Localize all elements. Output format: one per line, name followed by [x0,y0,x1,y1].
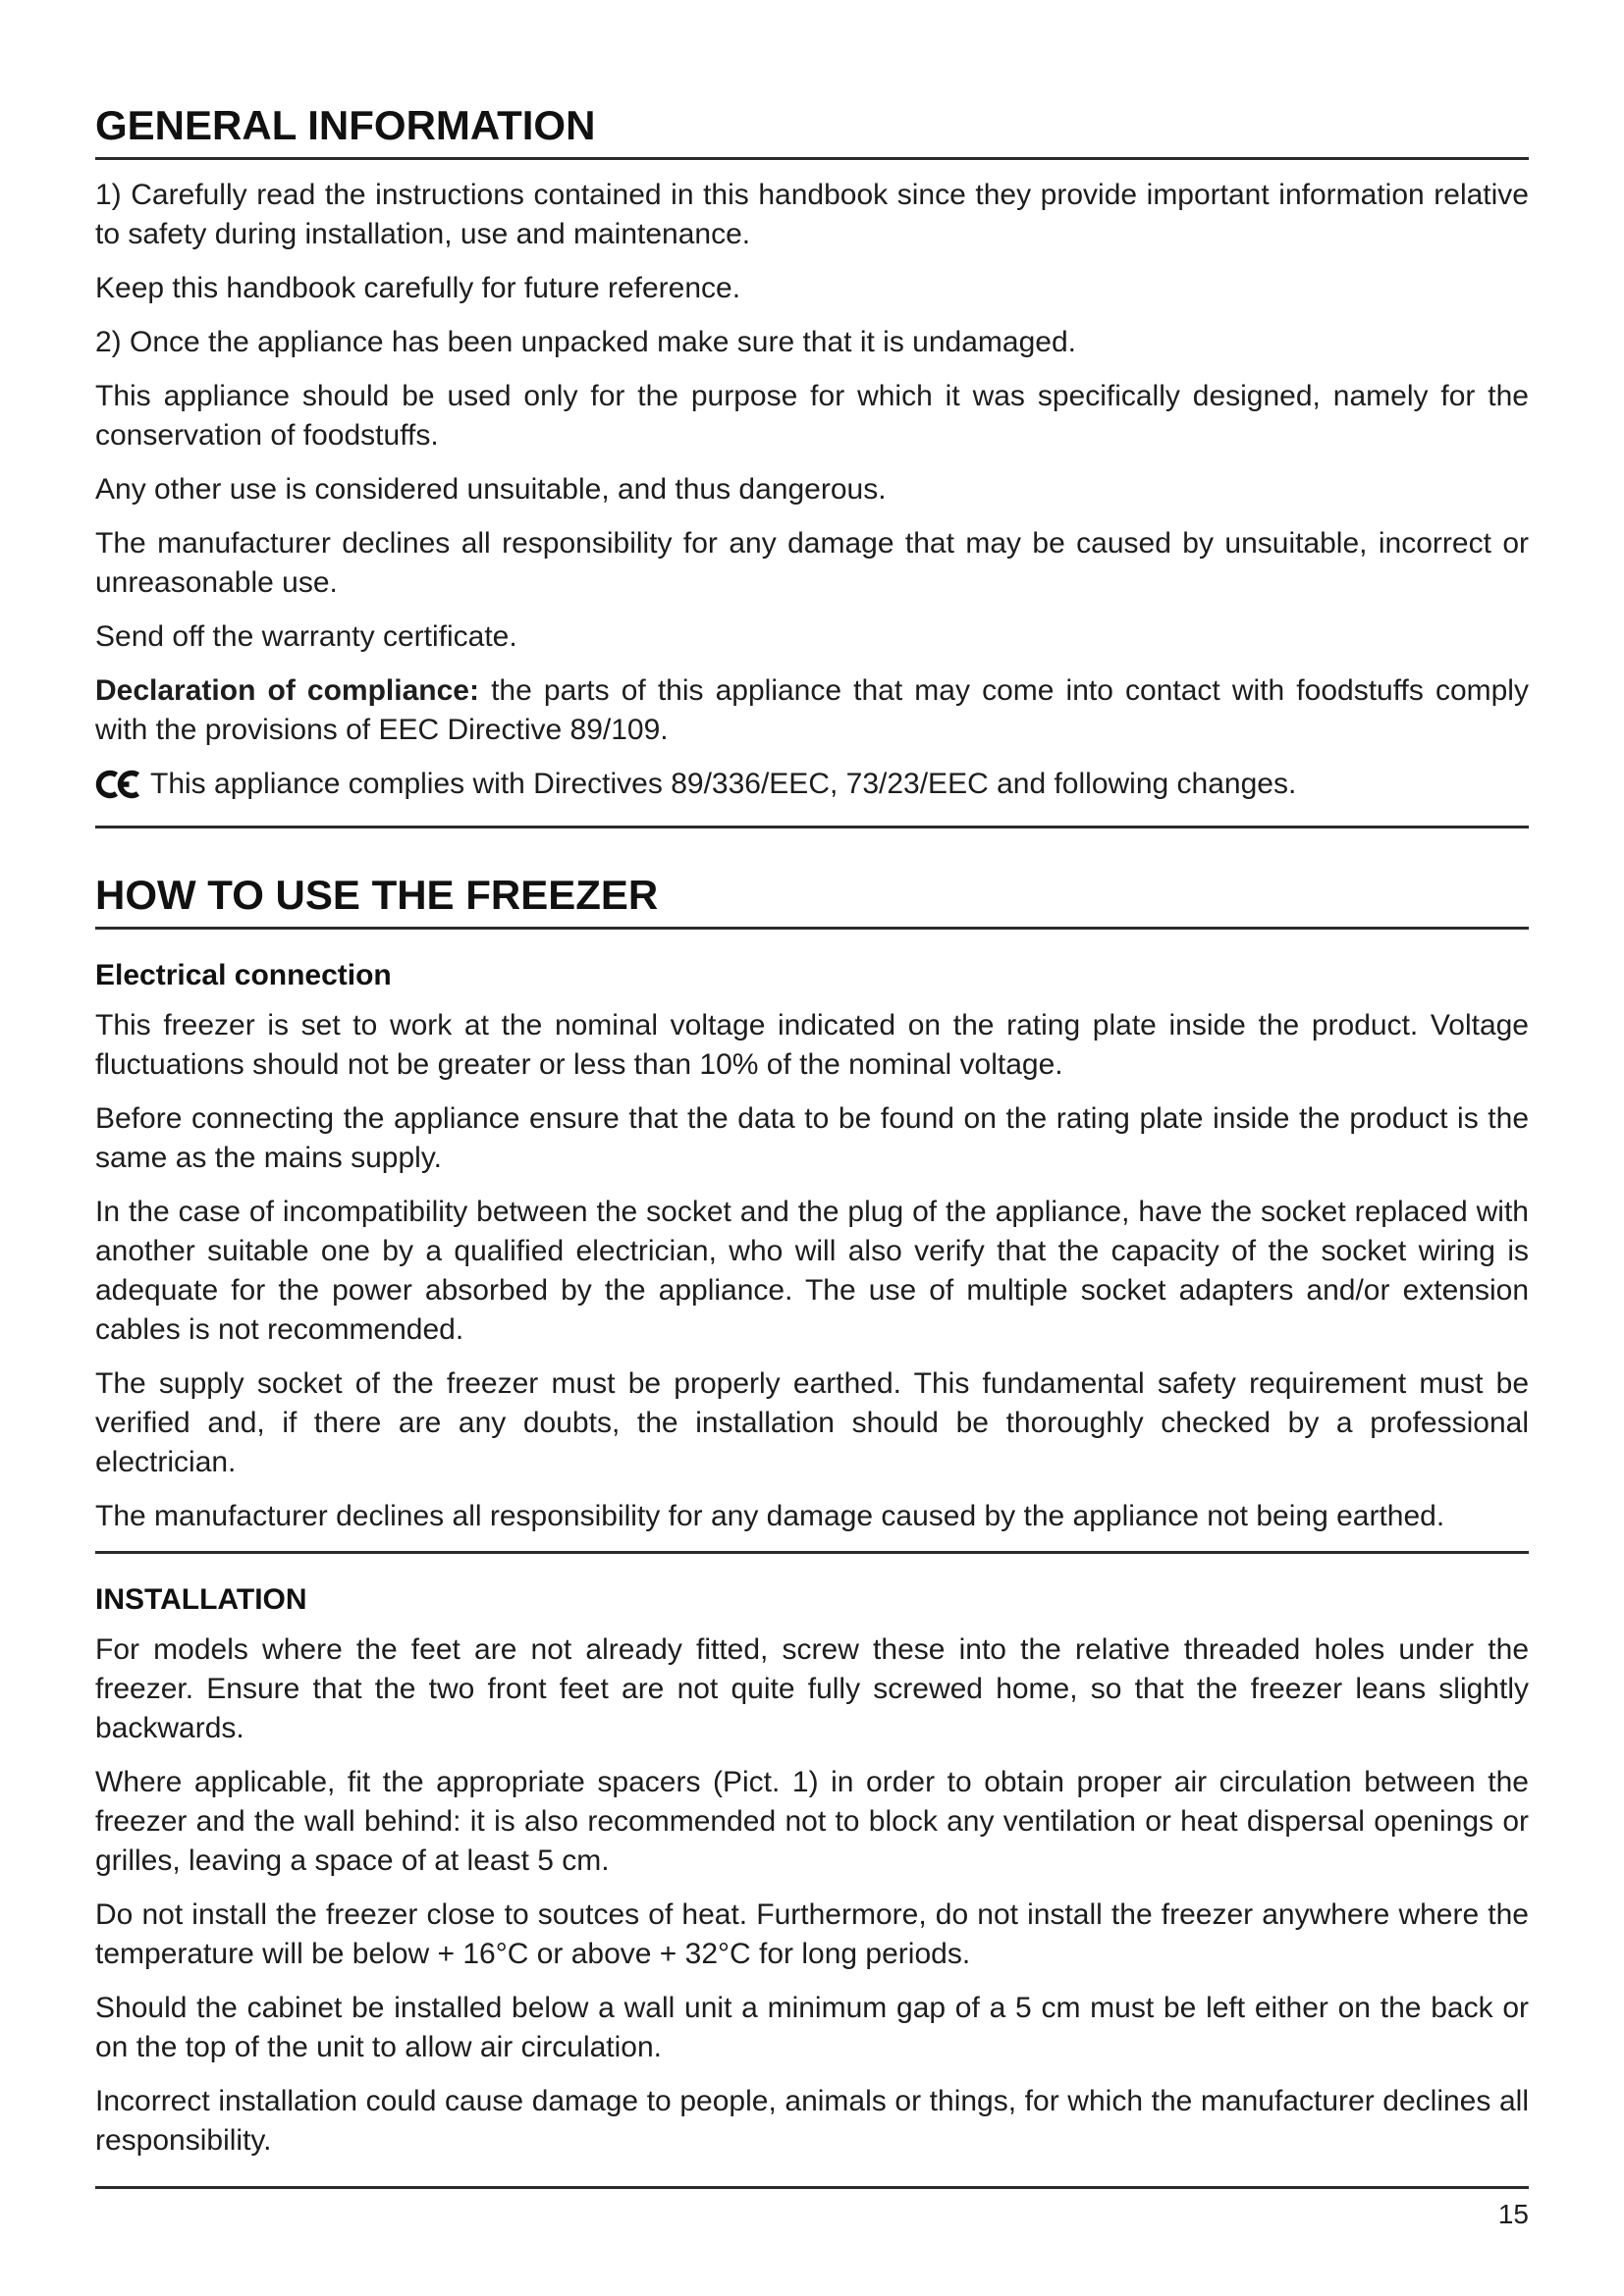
paragraph-manufacturer-declines: The manufacturer declines all responsibility for any damage that may be caused by unsuitable, incorrect or unreasonable use. [95,527,1529,599]
paragraph-warranty: Send off the warranty certificate. [95,620,517,653]
subsection-title-electrical-connection: Electrical connection [95,959,392,991]
page-footer [95,2186,1529,2230]
declaration-text: the parts of this appliance that may come into contact with foodstuffs comply with the provisions of EEC Directive 89/109. [95,674,1529,746]
ce-compliance-text: This appliance complies with Directives 89/336/EEC, 73/23/EEC and following changes. [150,768,1297,800]
declaration-label: Declaration of compliance: [95,674,479,707]
ce-mark-icon [95,769,140,811]
paragraph-not-earthed: The manufacturer declines all responsibility for any damage caused by the appliance not being earthed. [95,1500,1445,1532]
section-title-how-to-use-freezer: HOW TO USE THE FREEZER [95,872,1529,930]
paragraph-other-use: Any other use is considered unsuitable, and thus dangerous. [95,473,887,506]
subsection-divider [95,1551,1529,1554]
paragraph-earthed-socket: The supply socket of the freezer must be properly earthed. This fundamental safety requirement must be verified and, if there are any doubts, the installation should be thoroughly checked by a professional electrician. [95,1367,1529,1478]
paragraph-ce-compliance [95,765,1529,811]
paragraph-socket-incompatibility: In the case of incompatibility between the socket and the plug of the appliance, have the socket replaced with another suitable one by a qualified electrician, who will also verify that the capacity of the socket wiring is adequate for the power absorbed by the appliance. The use of multiple socket adapters and/or extension cables is not recommended. [95,1196,1529,1346]
subsection-title-installation: INSTALLATION [95,1583,307,1616]
footer-divider [95,2186,1529,2189]
paragraph-purpose: This appliance should be used only for the purpose for which it was specifically designed, namely for the conservation of foodstuffs. [95,380,1529,452]
section-title-general-information: GENERAL INFORMATION [95,102,1529,160]
paragraph-wall-unit-gap: Should the cabinet be installed below a wall unit a minimum gap of a 5 cm must be left either on the back or on the top of the unit to allow air circulation. [95,1992,1529,2063]
paragraph-declaration [95,671,1529,750]
page-number: 15 [1497,2199,1529,2229]
paragraph-unpacked: 2) Once the appliance has been unpacked make sure that it is undamaged. [95,326,1076,358]
paragraph-feet: For models where the feet are not already fitted, screw these into the relative threaded holes under the freezer. Ensure that the two front feet are not quite fully screwed home, so that the freezer leans slightly backwards. [95,1633,1529,1744]
paragraph-spacers: Where applicable, fit the appropriate spacers (Pict. 1) in order to obtain proper air circulation between the freezer and the wall behind: it is also recommended not to block any ventilation or heat dispersal openings or grilles, leaving a space of at least 5 cm. [95,1766,1529,1877]
paragraph-keep-handbook: Keep this handbook carefully for future reference. [95,272,741,304]
paragraph-rating-plate: Before connecting the appliance ensure that the data to be found on the rating plate inside the product is the same as the mains supply. [95,1102,1529,1174]
section-divider [95,826,1529,828]
section-how-to-use-freezer [95,872,1529,2161]
paragraph-instructions: 1) Carefully read the instructions contained in this handbook since they provide important information relative to safety during installation, use and maintenance. [95,179,1529,250]
section-general-information [95,102,1529,828]
paragraph-heat-sources: Do not install the freezer close to soutces of heat. Furthermore, do not install the freezer anywhere where the temperature will be below + 16°C or above + 32°C for long periods. [95,1898,1529,1970]
paragraph-incorrect-installation: Incorrect installation could cause damage to people, animals or things, for which the manufacturer declines all responsibility. [95,2085,1529,2157]
paragraph-nominal-voltage: This freezer is set to work at the nominal voltage indicated on the rating plate inside the product. Voltage fluctuations should not be greater or less than 10% of the nominal voltage. [95,1009,1529,1081]
